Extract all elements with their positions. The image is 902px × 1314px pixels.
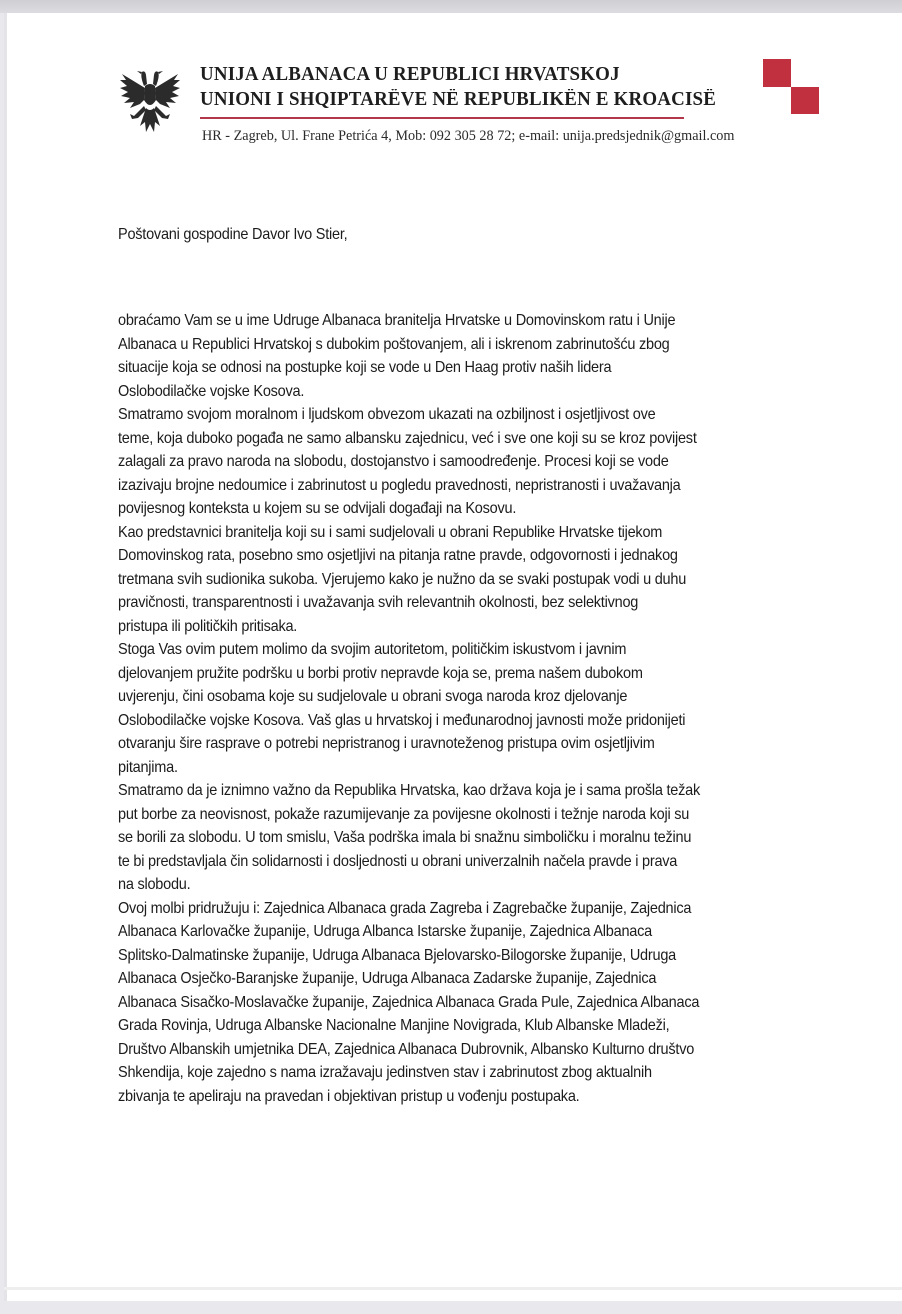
text-line: pitanjima.	[118, 758, 178, 776]
text-line: Ovoj molbi pridružuju i: Zajednica Albanaca grada Zagreba i Zagrebačke županije, Zajednica	[118, 899, 692, 917]
text-line: obraćamo Vam se u ime Udruge Albanaca branitelja Hrvatske u Domovinskom ratu i Unije	[118, 312, 676, 329]
text-line: Albanaca Osječko-Baranjske županije, Udruga Albanaca Zadarske županije, Zajednica	[118, 970, 657, 987]
contact-address: HR - Zagreb, Ul. Frane Petrića 4, Mob: 092 305 28 72; e-mail: unija.predsjednik@gmail.com	[202, 128, 735, 144]
organization-name-albanian: UNIONI I SHQIPTARËVE NË REPUBLIKËN E KROACISË	[200, 89, 717, 110]
double-headed-eagle-icon	[118, 66, 182, 138]
text-line: Oslobodilačke vojske Kosova. Vaš glas u hrvatskoj i međunarodnoj javnosti može pridonijeti	[118, 711, 686, 729]
text-line: tretmana svih sudionika sukoba. Vjerujemo kako je nužno da se svaki postupak vodi u duhu	[118, 570, 687, 588]
text-line: teme, koja duboko pogađa ne samo albansku zajednicu, već i sve one koji su se kroz povijest	[118, 429, 697, 447]
text-line: situacije koja se odnosi na postupke koji se vode u Den Haag protiv naših lidera	[118, 359, 612, 376]
checker-square-top	[763, 59, 791, 87]
letterhead	[0, 0, 902, 160]
text-line: Splitsko-Dalmatinske županije, Udruga Albanaca Bjelovarsko-Bilogorske županije, Udruga	[118, 946, 676, 964]
text-line: se borili za slobodu. U tom smislu, Vaša podrška imala bi snažnu simboličku i moralnu težinu	[118, 829, 692, 846]
text-line: djelovanjem pružite podršku u borbi protiv nepravde koja se, prema našem dubokom	[118, 664, 643, 682]
text-line: izazivaju brojne nedoumice i zabrinutost u pogledu pravednosti, nepristranosti i uvažavanja	[118, 476, 681, 494]
page-bottom-edge	[4, 1287, 902, 1290]
text-line: uvjerenju, čini osobama koje su sudjelovale u obrani svoga naroda kroz djelovanje	[118, 688, 628, 705]
text-line: Grada Rovinja, Udruga Albanske Nacionalne Manjine Novigrada, Klub Albanske Mladeži,	[118, 1017, 670, 1034]
text-line: pravičnosti, transparentnosti i uvažavanja svih relevantnih okolnosti, bez selektivnog	[118, 594, 639, 611]
text-line: te bi predstavljala čin solidarnosti i dosljednosti u obrani univerzalnih načela pravde i prava	[118, 852, 678, 870]
text-line: Smatramo da je iznimno važno da Republika Hrvatska, kao država koja je i sama prošla težak	[118, 782, 701, 799]
text-line: povijesnog konteksta u kojem su se odvijali događaji na Kosovu.	[118, 500, 517, 517]
text-line: pristupa ili političkih pritisaka.	[118, 617, 298, 635]
text-line: Smatramo svojom moralnom i ljudskom obvezom ukazati na ozbiljnost i osjetljivost ove	[118, 406, 656, 423]
text-line: put borbe za neovisnost, pokaže razumijevanje za povijesne okolnosti i težnje naroda koji su	[118, 805, 690, 823]
text-line: zbivanja te apeliraju na pravedan i objektivan pristup u vođenju postupaka.	[118, 1087, 580, 1105]
checker-square-bottom	[791, 87, 819, 114]
text-line: Albanaca u Republici Hrvatskoj s dubokim poštovanjem, ali i iskrenom zabrinutošću zbog	[118, 335, 670, 353]
organization-name-croatian: UNIJA ALBANACA U REPUBLICI HRVATSKOJ	[200, 64, 620, 85]
letterhead-divider	[200, 117, 684, 119]
text-line: Stoga Vas ovim putem molimo da svojim autoritetom, političkim iskustvom i javnim	[118, 641, 627, 658]
text-line: Domovinskog rata, posebno smo osjetljivi na pitanja ratne pravde, odgovornosti i jednakog	[118, 547, 678, 564]
text-line: Albanaca Sisačko-Moslavačke županije, Zajednica Albanaca Grada Pule, Zajednica Albanaca	[118, 993, 700, 1011]
text-line: na slobodu.	[118, 876, 191, 893]
salutation: Poštovani gospodine Davor Ivo Stier,	[118, 226, 348, 243]
text-line: Shkendija, koje zajedno s nama izražavaju jedinstven stav i zabrinutost zbog aktualnih	[118, 1064, 652, 1081]
text-line: Oslobodilačke vojske Kosova.	[118, 382, 305, 400]
text-line: zalagali za pravo naroda na slobodu, dostojanstvo i samoodređenje. Procesi koji se vode	[118, 453, 669, 470]
text-line: Albanaca Karlovačke županije, Udruga Albanca Istarske županije, Zajednica Albanaca	[118, 923, 652, 940]
text-line: otvaranju šire rasprave o potrebi nepristranog i uravnoteženog pristupa ovim osjetljivim	[118, 735, 655, 752]
text-line: Društvo Albanskih umjetnika DEA, Zajednica Albanaca Dubrovnik, Albansko Kulturno društvo	[118, 1040, 695, 1058]
text-line: Kao predstavnici branitelja koji su i sami sudjelovali u obrani Republike Hrvatske tijekom	[118, 523, 663, 541]
